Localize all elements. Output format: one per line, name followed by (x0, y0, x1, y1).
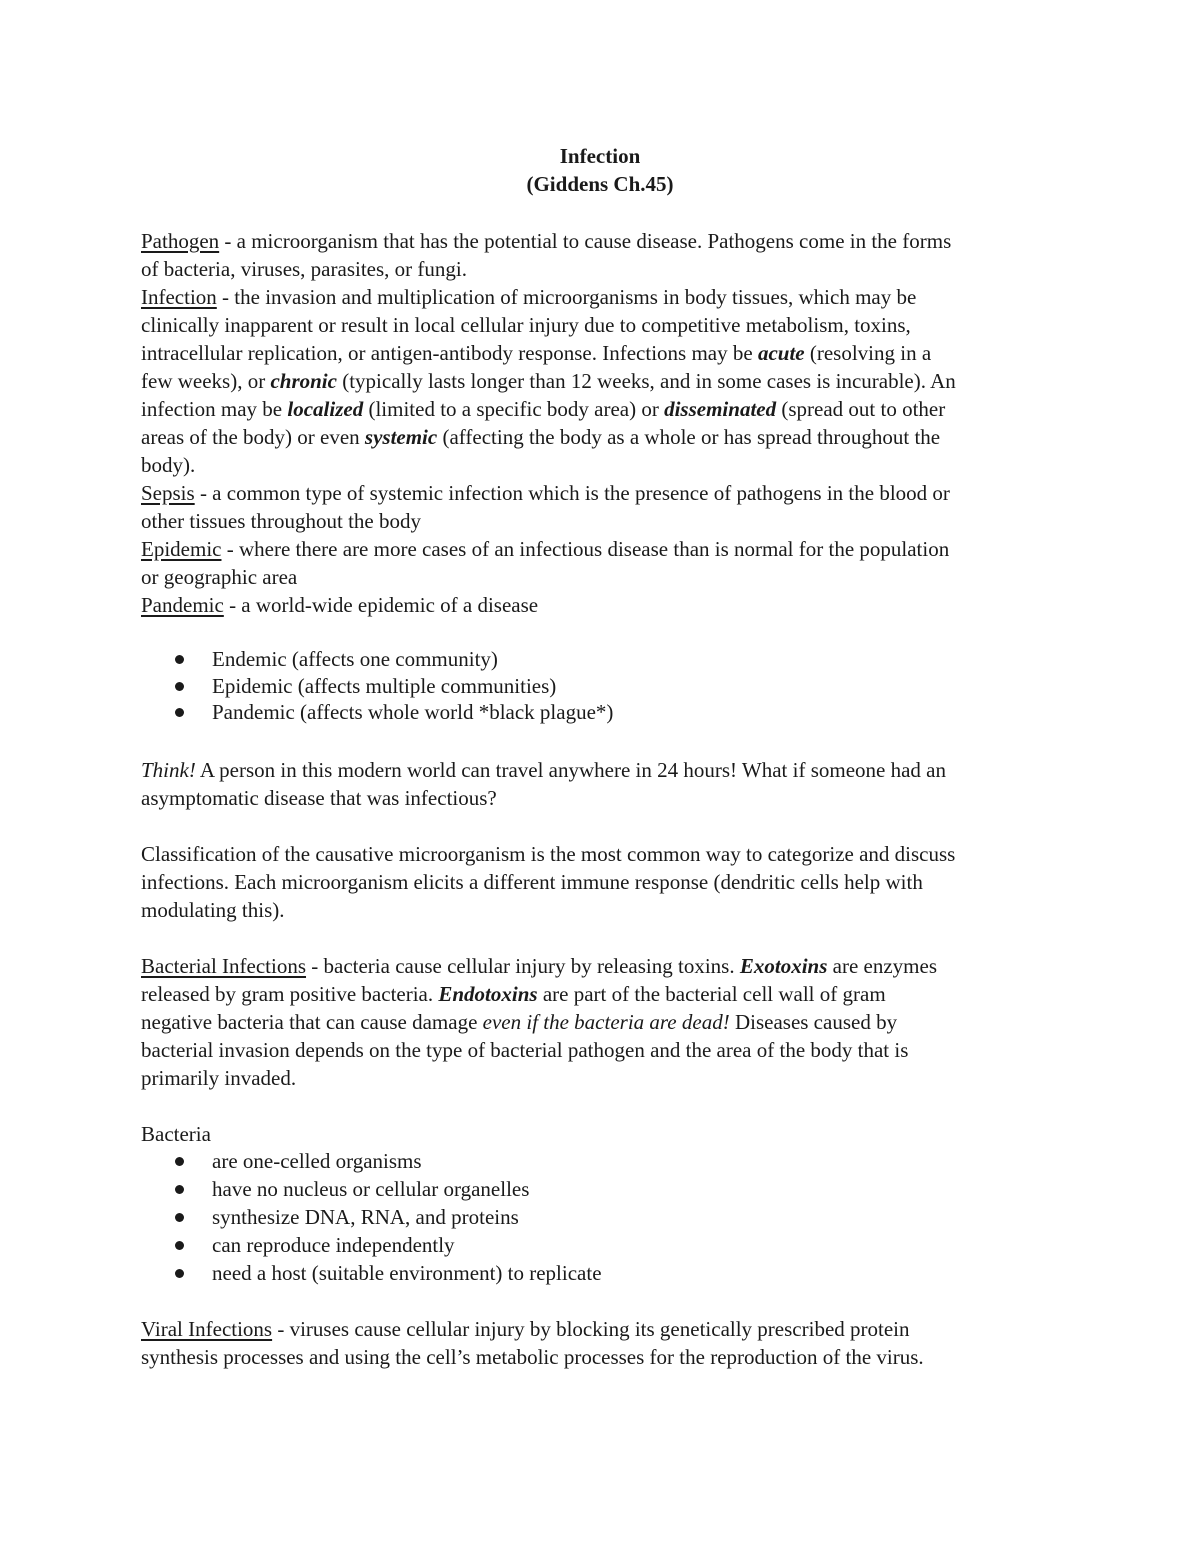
list-item-text: Endemic (affects one community) (212, 647, 498, 671)
infection-text-line-4 (141, 367, 956, 395)
bullet-icon (175, 1185, 184, 1194)
think-line-2: asymptomatic disease that was infectious? (141, 786, 497, 810)
text-run: A person in this modern world can travel anywhere in 24 hours! What if someone had an (195, 758, 947, 782)
endotoxins-term: Endotoxins (438, 982, 538, 1006)
pathogen-term: Pathogen (141, 229, 220, 253)
bullet-icon (175, 1269, 184, 1278)
systemic-term: systemic (364, 425, 438, 449)
pandemic-text: - a world-wide epidemic of a disease (223, 593, 539, 617)
localized-term: localized (287, 397, 364, 421)
pandemic-term: Pandemic (141, 593, 224, 617)
epidemic-text-line-2: or geographic area (141, 565, 298, 589)
sepsis-text-line-2: other tissues throughout the body (141, 509, 421, 533)
viral-line-2: synthesis processes and using the cell’s metabolic processes for the reproduction of the virus. (141, 1345, 924, 1369)
list-item-text: Epidemic (affects multiple communities) (212, 674, 557, 698)
bullet-icon (175, 655, 184, 664)
text-run: (limited to a specific body area) or (363, 397, 665, 421)
pathogen-definition (141, 227, 951, 255)
text-run: (spread out to other (776, 397, 946, 421)
list-item-text: have no nucleus or cellular organelles (212, 1177, 530, 1201)
bacterial-line-2 (141, 980, 886, 1008)
chronic-term: chronic (270, 369, 337, 393)
infection-text-line-7: body). (141, 453, 196, 477)
pandemic-definition (141, 591, 538, 619)
list-item-text: synthesize DNA, RNA, and proteins (212, 1205, 519, 1229)
text-run: negative bacteria that can cause damage (141, 1010, 483, 1034)
classification-line-3: modulating this). (141, 898, 285, 922)
classification-line-1: Classification of the causative microorganism is the most common way to categorize and discuss (141, 842, 956, 866)
text-run: intracellular replication, or antigen-antibody response. Infections may be (141, 341, 758, 365)
text-run: are enzymes (827, 954, 937, 978)
infection-text-line-2: clinically inapparent or result in local cellular injury due to competitive metabolism, toxins, (141, 313, 911, 337)
list-item-text: can reproduce independently (212, 1233, 455, 1257)
think-paragraph (141, 756, 946, 784)
text-run: are part of the bacterial cell wall of gram (537, 982, 886, 1006)
think-label: Think! (141, 758, 196, 782)
epidemic-term: Epidemic (141, 537, 222, 561)
infection-definition (141, 283, 916, 311)
document-subtitle: (Giddens Ch.45) (526, 172, 674, 196)
bacterial-line-4: bacterial invasion depends on the type of bacterial pathogen and the area of the body that is (141, 1038, 909, 1062)
text-run: few weeks), or (141, 369, 271, 393)
infection-text-line-5 (141, 395, 945, 423)
viral-infections-term: Viral Infections (141, 1317, 273, 1341)
bullet-icon (175, 1213, 184, 1222)
bacterial-line-5: primarily invaded. (141, 1066, 297, 1090)
bacteria-heading: Bacteria (141, 1122, 211, 1146)
infection-text-line-3 (141, 339, 931, 367)
text-run: - viruses cause cellular injury by blocking its genetically prescribed protein (272, 1317, 910, 1341)
classification-line-2: infections. Each microorganism elicits a different immune response (dendritic cells help with (141, 870, 923, 894)
bacterial-infections-term: Bacterial Infections (141, 954, 307, 978)
bullet-icon (175, 1157, 184, 1166)
pathogen-text: - a microorganism that has the potential to cause disease. Pathogens come in the forms (219, 229, 952, 253)
disseminated-term: disseminated (664, 397, 777, 421)
text-run: infection may be (141, 397, 288, 421)
sepsis-text: - a common type of systemic infection which is the presence of pathogens in the blood or (194, 481, 950, 505)
text-run: areas of the body) or even (141, 425, 365, 449)
bacterial-line-3 (141, 1008, 897, 1036)
infection-term: Infection (141, 285, 217, 309)
pathogen-text-line-2: of bacteria, viruses, parasites, or fungi. (141, 257, 467, 281)
text-run: - bacteria cause cellular injury by releasing toxins. (306, 954, 740, 978)
viral-infections-paragraph (141, 1315, 910, 1343)
infection-text: - the invasion and multiplication of microorganisms in body tissues, which may be (216, 285, 917, 309)
epidemic-text: - where there are more cases of an infectious disease than is normal for the population (221, 537, 950, 561)
infection-text-line-6 (141, 423, 940, 451)
text-run: Diseases caused by (729, 1010, 898, 1034)
bullet-icon (175, 682, 184, 691)
list-item-text: need a host (suitable environment) to replicate (212, 1261, 602, 1285)
text-run: (typically lasts longer than 12 weeks, and in some cases is incurable). An (336, 369, 956, 393)
bullet-icon (175, 1241, 184, 1250)
text-run: released by gram positive bacteria. (141, 982, 439, 1006)
list-item-text: are one-celled organisms (212, 1149, 422, 1173)
text-run: (affecting the body as a whole or has spread throughout the (437, 425, 941, 449)
text-run: (resolving in a (804, 341, 932, 365)
acute-term: acute (757, 341, 805, 365)
bullet-icon (175, 708, 184, 717)
list-item-text: Pandemic (affects whole world *black plague*) (212, 700, 614, 724)
bacterial-infections-paragraph (141, 952, 937, 980)
epidemic-definition (141, 535, 949, 563)
sepsis-definition (141, 479, 950, 507)
emphasis-text: even if the bacteria are dead! (482, 1010, 730, 1034)
sepsis-term: Sepsis (141, 481, 195, 505)
exotoxins-term: Exotoxins (739, 954, 828, 978)
document-title: Infection (559, 144, 641, 168)
